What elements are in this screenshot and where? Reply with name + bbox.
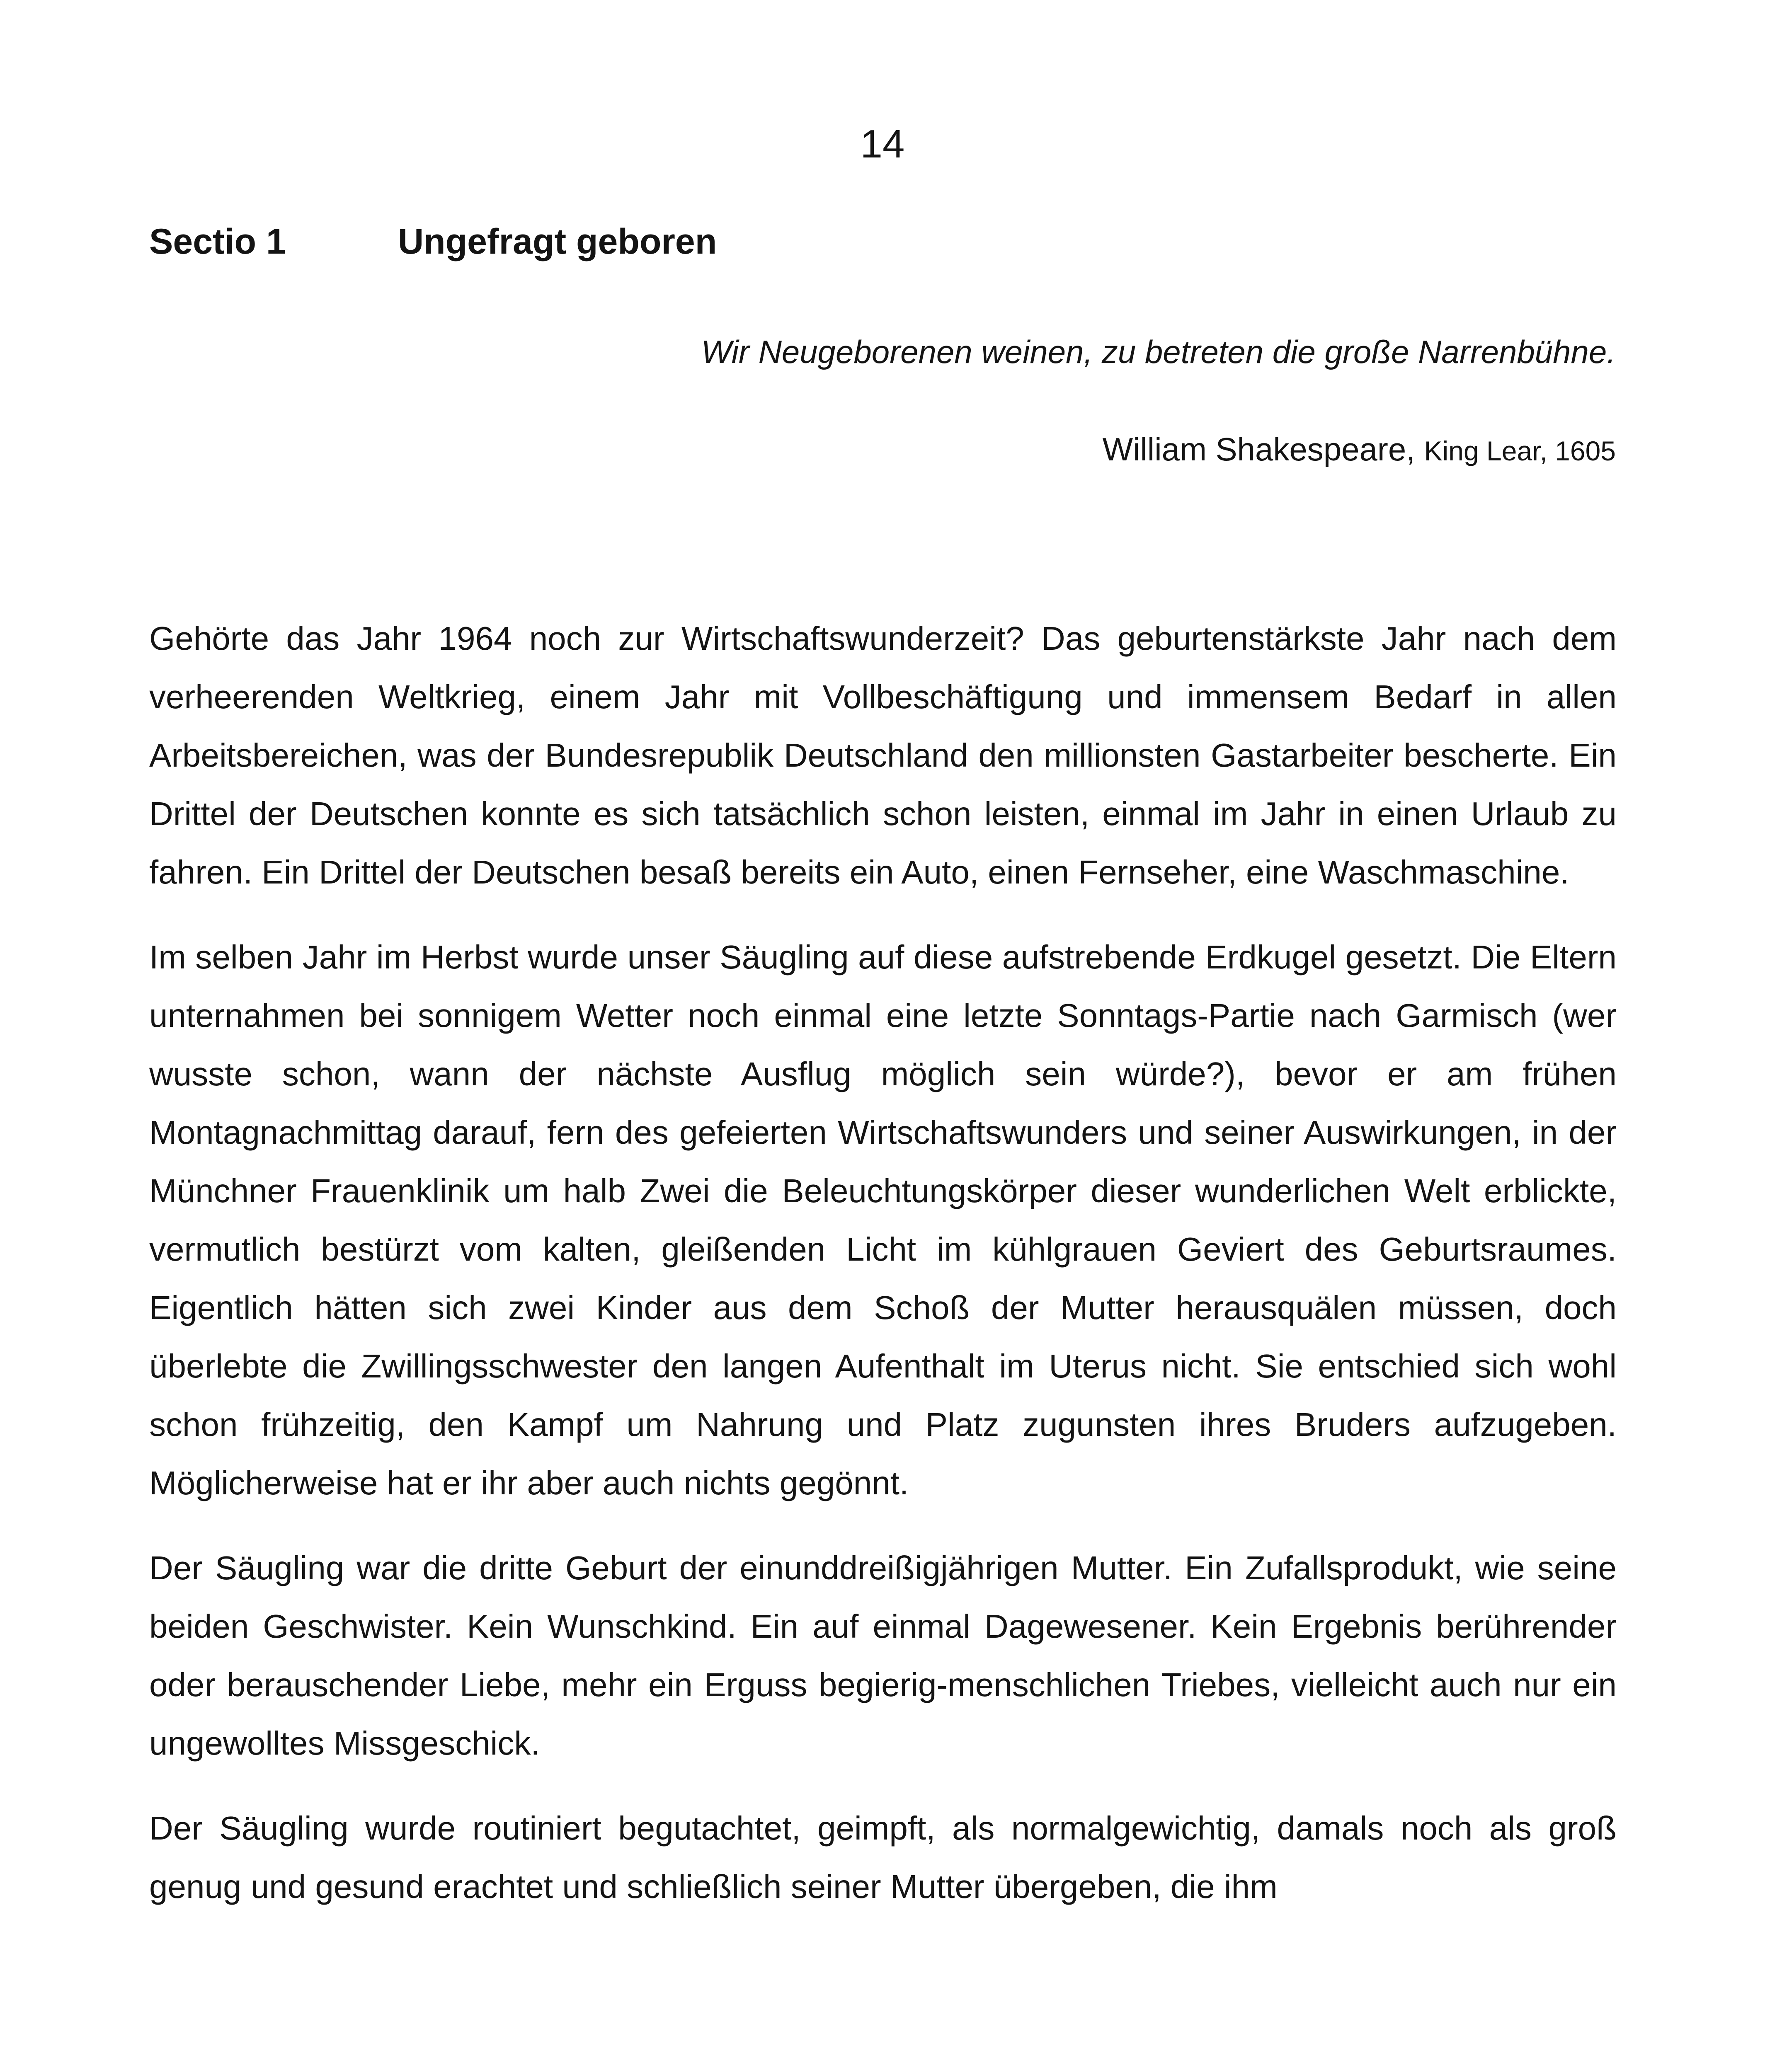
epigraph-separator: , xyxy=(1406,431,1424,467)
paragraph-3: Der Säugling war die dritte Geburt der einunddreißigjährigen Mutter. Ein Zufallsprodukt, wie seine beiden Geschwister. Kein Wunschkind. Ein auf einmal Dagewesener. Kein Ergebnis berührender oder berauschender Liebe, mehr ein Erguss begierig-menschlichen Triebes, vielleicht auch nur ein ungewolltes Missgeschick. xyxy=(149,1549,1617,1762)
epigraph-author: William Shakespeare xyxy=(1102,431,1406,467)
paragraph-2: Im selben Jahr im Herbst wurde unser Säugling auf diese aufstrebende Erdkugel gesetzt. Die Eltern unternahmen bei sonnigem Wetter noch einmal eine letzte Sonntags-Partie nach Garmisch (wer wusste schon, wann der nächste Ausflug möglich sein würde?), bevor er am frühen Montagnachmittag darauf, fern des gefeierten Wirtschaftswunders und seiner Auswirkungen, in der Münchner Frauenklinik um halb Zwei die Beleuchtungskörper dieser wunderlichen Welt erblickte, vermutlich bestürzt vom kalten, gleißenden Licht im kühlgrauen Geviert des Geburtsraumes. Eigentlich hätten sich zwei Kinder aus dem Schoß der Mutter herausquälen müssen, doch überlebte die Zwillingsschwester den langen Aufenthalt im Uterus nicht. Sie entschied sich wohl schon frühzeitig, den Kampf um Nahrung und Platz zugunsten ihres Bruders aufzugeben. Möglicherweise hat er ihr aber auch nichts gegönnt. xyxy=(149,939,1617,1501)
paragraph-1: Gehörte das Jahr 1964 noch zur Wirtschaftswunderzeit? Das geburtenstärkste Jahr nach dem verheerenden Weltkrieg, einem Jahr mit Vollbeschäftigung und immensem Bedarf in allen Arbeitsbereichen, was der Bundesrepublik Deutschland den millionsten Gastarbeiter bescherte. Ein Drittel der Deutschen konnte es sich tatsächlich schon leisten, einmal im Jahr in einen Urlaub zu fahren. Ein Drittel der Deutschen besaß bereits ein Auto, einen Fernseher, eine Waschmaschine. xyxy=(149,620,1617,891)
body-text xyxy=(149,609,1617,1942)
section-label: Sectio 1 xyxy=(149,222,286,261)
paragraph-4: Der Säugling wurde routiniert begutachtet, geimpft, als normalgewichtig, damals noch als groß genug und gesund erachtet und schließlich seiner Mutter übergeben, die ihm xyxy=(149,1810,1617,1905)
section-heading xyxy=(149,224,1617,259)
page-number: 14 xyxy=(860,122,905,166)
epigraph-source xyxy=(148,433,1616,465)
epigraph-work: King Lear, 1605 xyxy=(1424,436,1616,466)
epigraph-quote: Wir Neugeborenen weinen, zu betreten die große Narrenbühne. xyxy=(701,334,1616,370)
section-title: Ungefragt geboren xyxy=(398,222,717,261)
